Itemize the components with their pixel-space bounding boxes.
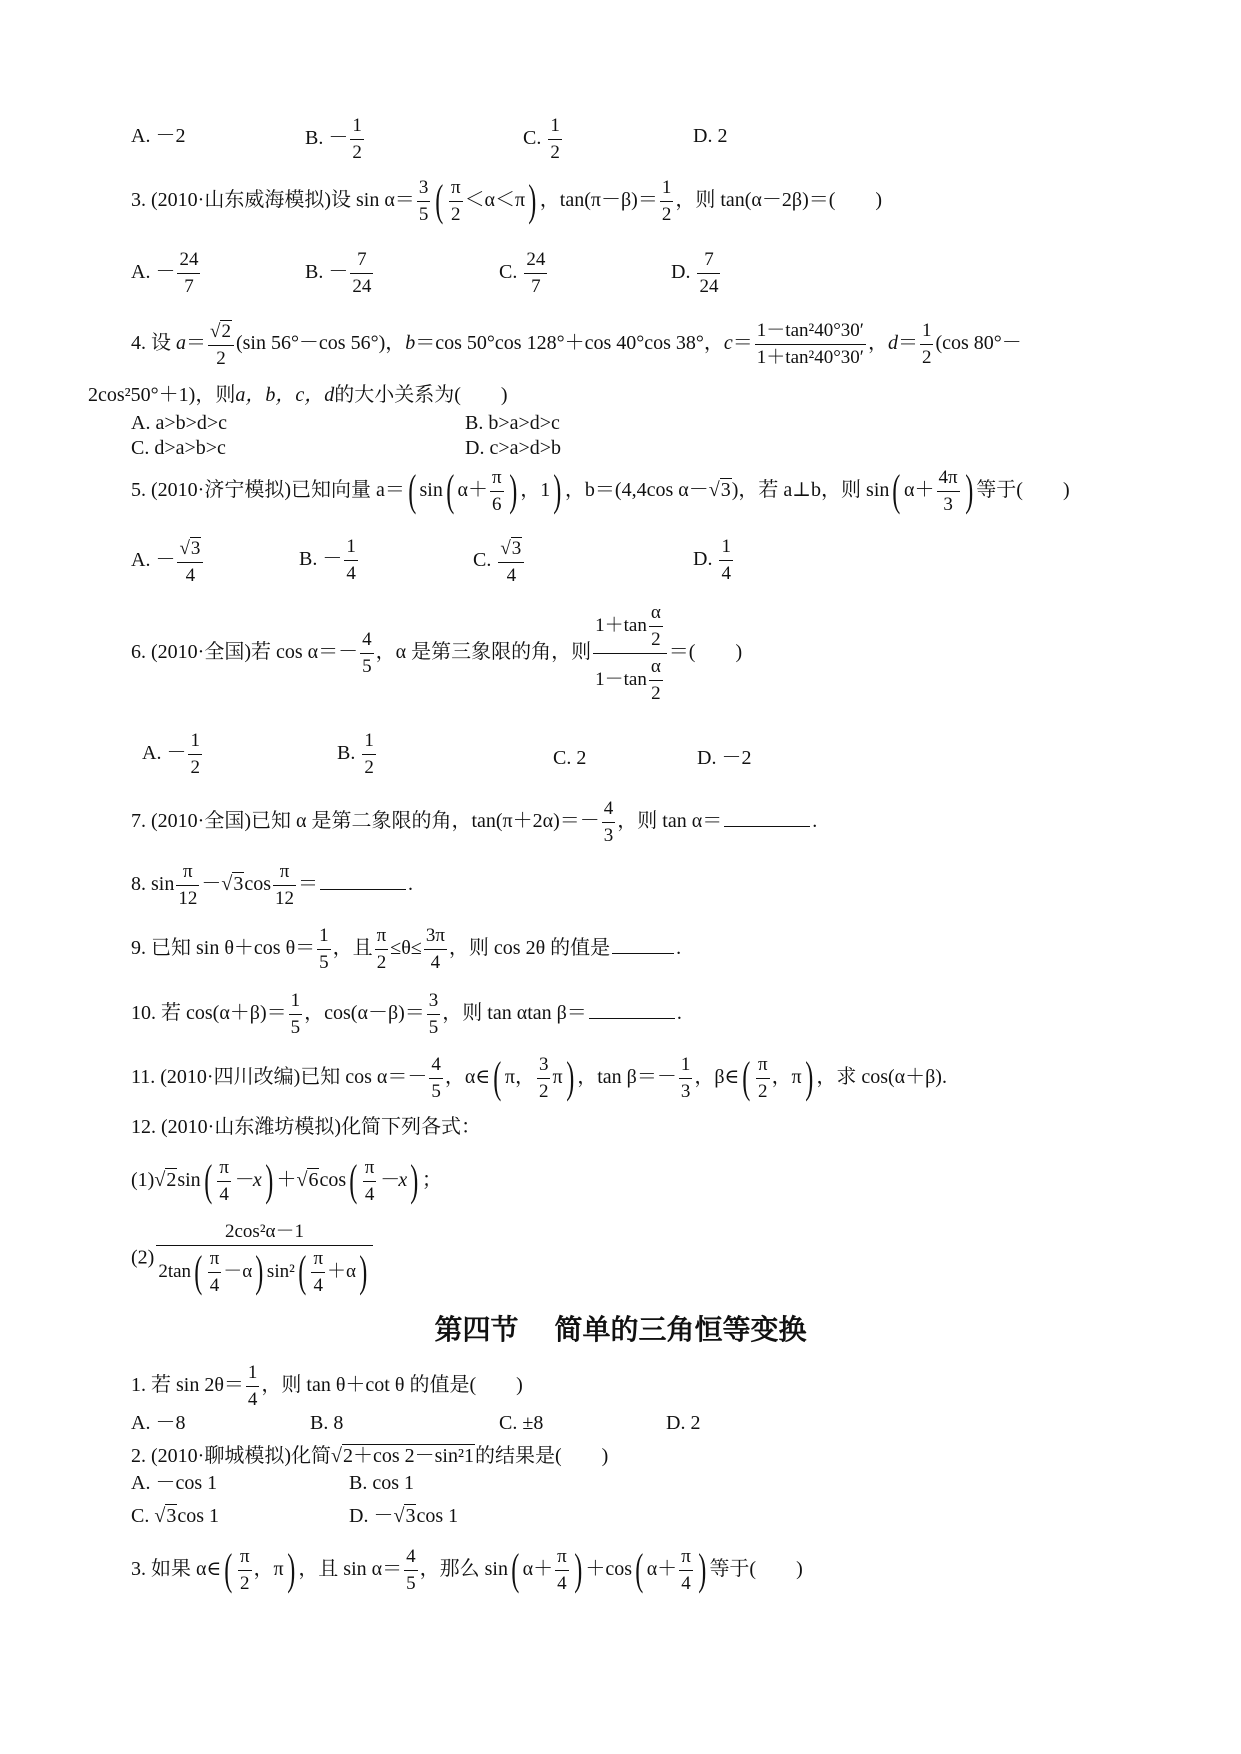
q3-option-d: D. $\frac{7}{24}$ [671,249,719,297]
s2-option-c: C. √3cos 1 [131,1505,219,1527]
q4-option-a: A. a>b>d>c [131,412,228,434]
question-12: 12. (2010·山东潍坊模拟)化简下列各式： [131,1116,481,1138]
q4-option-b: B. b>a>d>c [465,412,560,434]
q5-option-b: B. － $\frac{1}{4}$ [299,536,356,584]
s2-option-d: D. －√3cos 1 [349,1505,459,1527]
s1-option-b: B. 8 [310,1412,344,1434]
q4-option-c: C. d>a>b>c [131,437,226,459]
q2-option-d: D. 2 [693,125,728,147]
question-12-part-2: (2) 2cos²α－1 2tan( $\frac{\pi}{4}$ －α) sin²( $\frac{\pi}{4}$ ＋α) [131,1222,375,1296]
q10-answer-blank [589,1000,675,1019]
q2-option-b: B. － $\frac{1}{2}$ [305,115,362,163]
q7-answer-blank [724,808,810,827]
q5-option-c: C. $\frac{√3}{4}$ [473,537,526,586]
q6-option-a: A. － $\frac{1}{2}$ [142,730,200,778]
s1-option-a: A. －8 [131,1412,186,1434]
q2-option-a: A. －2 [131,125,186,147]
question-6: 6. (2010·全国)若 cos α＝－ $\frac{4}{5}$ ，α 是第三象限的角，则 1＋tan $\frac{\alpha}{2}$ 1－tan $\frac{\alpha}{2}$ ＝( ) [131,602,743,704]
question-7: 7. (2010·全国)已知 α 是第二象限的角，tan(π＋2α)＝－ $\frac{4}{3}$ ，则 tan α＝ . [131,798,818,846]
q3-option-c: C. $\frac{24}{7}$ [499,249,546,297]
question-9: 9. 已知 sin θ＋cos θ＝ $\frac{1}{5}$ ，且 $\frac{\pi}{2}$ ≤θ≤ $\frac{3\pi}{4}$ ，则 cos 2θ 的值是 . [131,925,682,973]
question-8: 8. sin $\frac{\pi}{12}$ －√3cos $\frac{\pi}{12}$ ＝ . [131,861,413,909]
section-question-1: 1. 若 sin 2θ＝ $\frac{1}{4}$ ，则 tan θ＋cot θ 的值是( ) [131,1362,523,1410]
q9-answer-blank [612,935,674,954]
question-3: 3. (2010·山东威海模拟)设 sin α＝ $\frac{3}{5}$ ( $\frac{\pi}{2}$ ＜α＜π) ，tan(π－β)＝ $\frac{1}{2}$ ，则 tan(α－2β)＝( ) [131,176,883,226]
question-10: 10. 若 cos(α＋β)＝ $\frac{1}{5}$ ，cos(α－β)＝ $\frac{3}{5}$ ，则 tan αtan β＝ . [131,990,682,1038]
question-12-part-1: (1)√2sin( $\frac{\pi}{4}$ －x) ＋√6cos( $\frac{\pi}{4}$ －x) ； [131,1156,442,1206]
section-question-2: 2. (2010·聊城模拟)化简√2＋cos 2－sin²1的结果是( ) [131,1445,609,1467]
q3-option-a: A. － $\frac{24}{7}$ [131,249,199,297]
q6-option-b: B. $\frac{1}{2}$ [337,730,374,778]
question-5: 5. (2010·济宁模拟)已知向量 a＝( sin( α＋ $\frac{\pi}{6}$ ) ，1) ，b＝(4,4cos α－√3)，若 a⊥b，则 sin( α＋ $\frac{4\pi}{3}$ ) 等于( ) [131,466,1070,516]
q5-option-a: A. － $\frac{√3}{4}$ [131,537,205,586]
q3-option-b: B. － $\frac{7}{24}$ [305,249,372,297]
section-question-3: 3. 如果 α∈( $\frac{\pi}{2}$ ，π) ，且 sin α＝ $\frac{4}{5}$ ，那么 sin( α＋ $\frac{\pi}{4}$ ) ＋cos( α＋ $\frac{\pi}{4}$ ) 等于( ) [131,1545,803,1595]
question-4-line-2: 2cos²50°＋1)，则a，b，c，d的大小关系为( ) [88,384,508,406]
question-4-line-1: 4. 设 a＝ $\frac{√2}{2}$ (sin 56°－cos 56°)，b＝cos 50°cos 128°＋cos 40°cos 38°，c＝ $\frac{\text{1－tan²40°30′}}{\text{1＋tan²40°30′}}$ ，d＝ $\frac{1}{2}$ (cos 80°－ [131,320,1022,369]
s2-option-a: A. －cos 1 [131,1472,218,1494]
q5-option-d: D. $\frac{1}{4}$ [693,536,731,584]
q2-option-c: C. $\frac{1}{2}$ [523,115,560,163]
q6-option-c: C. 2 [553,747,587,769]
q6-option-d: D. －2 [697,747,752,769]
s2-option-b: B. cos 1 [349,1472,414,1494]
question-11: 11. (2010·四川改编)已知 cos α＝－ $\frac{4}{5}$ ，α∈( π， $\frac{3}{2}$ π) ，tan β＝－ $\frac{1}{3}$ ，β∈( $\frac{\pi}{2}$ ，π) ，求 cos(α＋β). [131,1053,947,1103]
q8-answer-blank [320,871,406,890]
q4-option-d: D. c>a>d>b [465,437,562,459]
s1-option-c: C. ±8 [499,1412,544,1434]
s1-option-d: D. 2 [666,1412,701,1434]
section-title: 第四节 简单的三角恒等变换 [434,1313,807,1346]
